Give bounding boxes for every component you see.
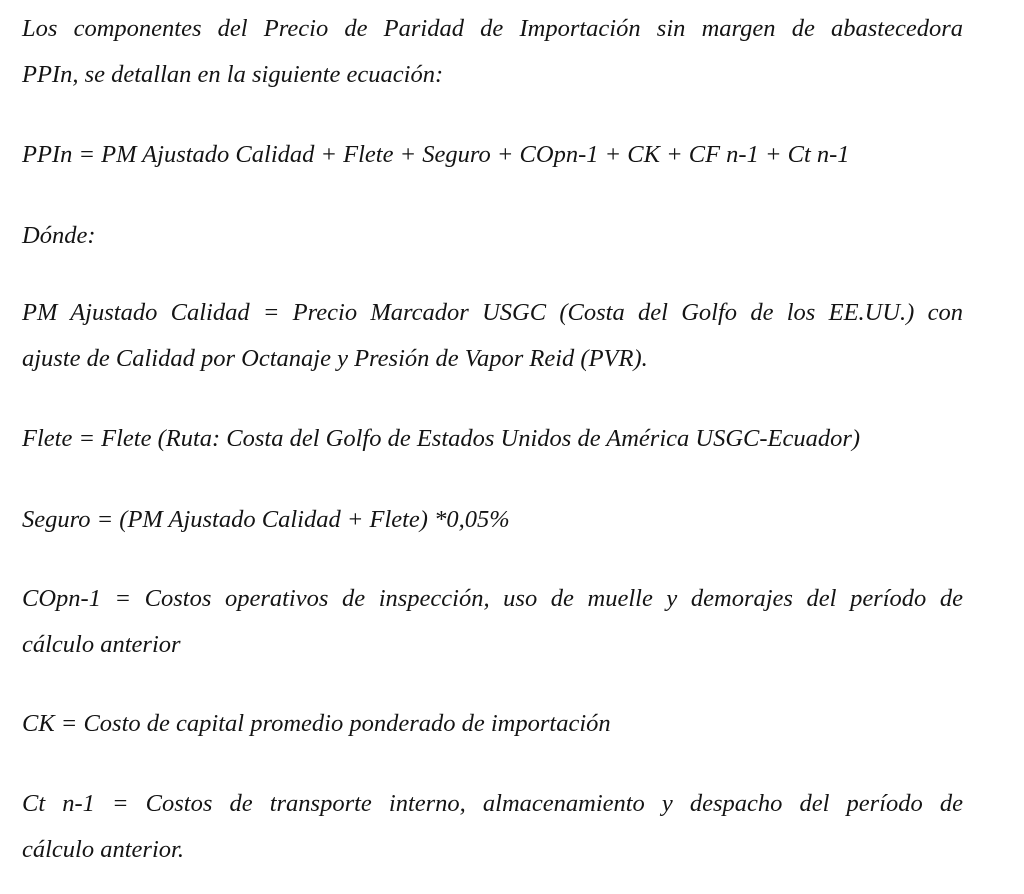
intro-line-2: PPIn, se detallan en la siguiente ecuación: xyxy=(22,61,444,88)
definition-flete: Flete = Flete (Ruta: Costa del Golfo de Estados Unidos de América USGC-Ecuador) xyxy=(22,425,861,452)
equation: PPIn = PM Ajustado Calidad + Flete + Seguro + COpn-1 + CK + CF n-1 + Ct n-1 xyxy=(22,141,850,168)
definition-line: cálculo anterior xyxy=(22,631,181,658)
intro-line-1: Los componentes del Precio de Paridad de Importación sin margen de abastecedora xyxy=(22,15,963,42)
definition-line: COpn-1 = Costos operativos de inspección, uso de muelle y demorajes del período de xyxy=(22,585,963,612)
definition-line: ajuste de Calidad por Octanaje y Presión de Vapor Reid (PVR). xyxy=(22,345,648,372)
definition-pm-ajustado xyxy=(22,290,963,382)
intro-paragraph xyxy=(22,6,963,98)
definition-seguro: Seguro = (PM Ajustado Calidad + Flete) *0,05% xyxy=(22,506,510,533)
definition-line: PM Ajustado Calidad = Precio Marcador USGC (Costa del Golfo de los EE.UU.) con xyxy=(22,299,963,326)
definition-ct xyxy=(22,781,963,873)
where-label: Dónde: xyxy=(22,222,96,249)
definition-line: Ct n-1 = Costos de transporte interno, almacenamiento y despacho del período de xyxy=(22,790,963,817)
definition-copn xyxy=(22,576,963,668)
definition-line: cálculo anterior. xyxy=(22,836,184,863)
definition-ck: CK = Costo de capital promedio ponderado de importación xyxy=(22,710,611,737)
